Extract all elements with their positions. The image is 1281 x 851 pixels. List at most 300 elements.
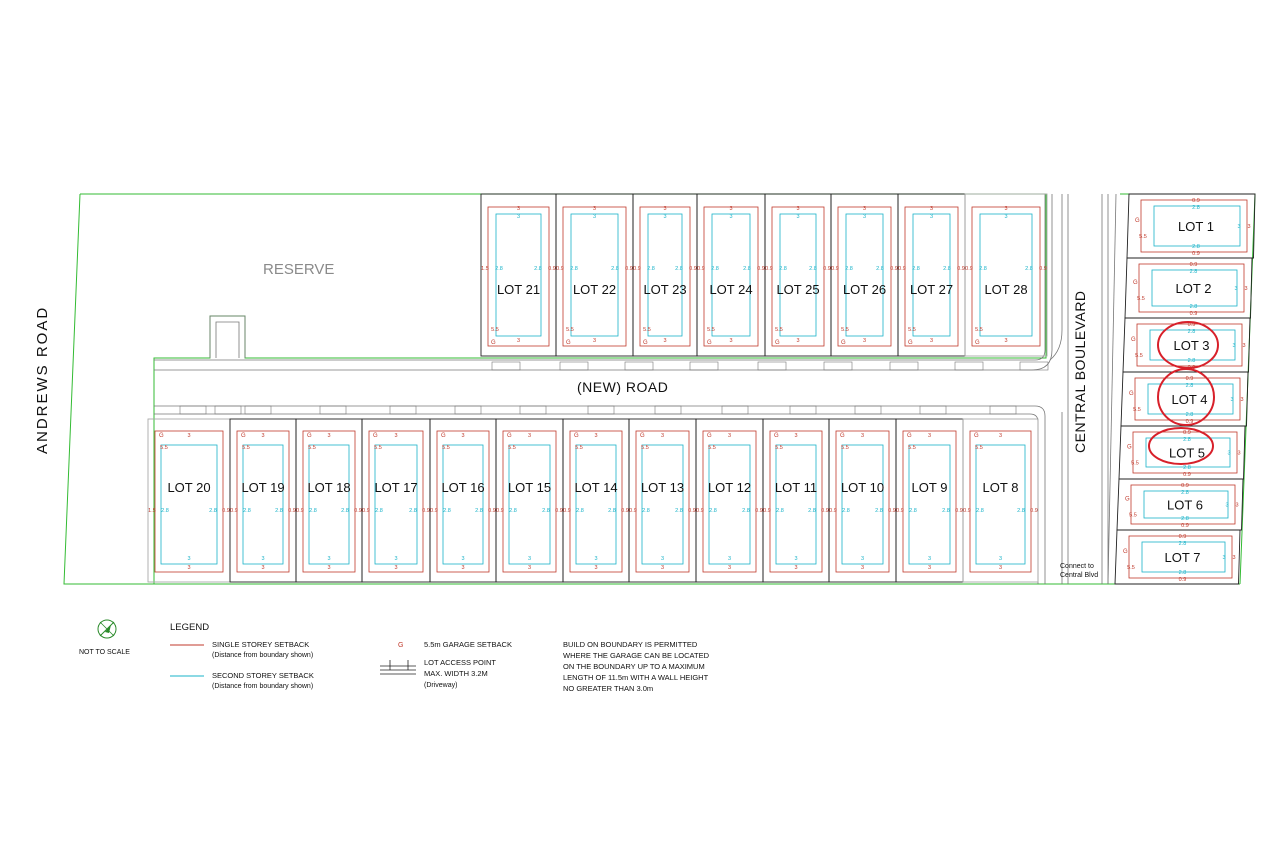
lot-label: LOT 18 xyxy=(307,480,351,495)
garage-setback: 5.5 xyxy=(442,445,450,451)
second-storey-envelope xyxy=(161,445,217,564)
front-setback: 3 xyxy=(660,433,665,439)
lot-5[interactable] xyxy=(1119,426,1245,479)
side-setback-right: 0.9 xyxy=(757,266,765,272)
side-setback-top: 0.9 xyxy=(1183,430,1191,436)
rear-setback: 3 xyxy=(927,565,932,571)
legend-access-line3: (Driveway) xyxy=(424,682,458,689)
upper-rear-setback: 3 xyxy=(727,556,732,562)
upper-side-setback-right: 2.8 xyxy=(809,266,817,272)
garage-setback-marker: G xyxy=(974,433,979,439)
single-storey-envelope xyxy=(303,431,355,572)
legend-boundary-note-5: NO GREATER THAN 3.0m xyxy=(563,684,654,693)
upper-rear-setback: 3 xyxy=(187,556,191,562)
legend-boundary-note-2: WHERE THE GARAGE CAN BE LOCATED xyxy=(563,651,709,660)
upper-side-setback-left: 2.8 xyxy=(711,266,719,272)
upper-side-setback-right: 2.8 xyxy=(742,508,750,514)
front-setback: 3 xyxy=(727,433,732,439)
single-storey-envelope xyxy=(155,431,223,572)
upper-side-setback-bottom: 2.8 xyxy=(1185,412,1194,418)
upper-side-setback-left: 2.8 xyxy=(909,508,917,514)
site-boundary xyxy=(64,194,1046,584)
lot-label: LOT 4 xyxy=(1171,392,1208,407)
second-storey-envelope xyxy=(509,445,550,564)
lot-2[interactable] xyxy=(1125,258,1252,318)
side-setback-left: 0.9 xyxy=(831,266,839,272)
garage-setback-marker: G xyxy=(1125,496,1130,503)
garage-setback-marker: G xyxy=(373,433,378,439)
front-setback: 3 xyxy=(516,206,521,212)
legend-access-point-icon xyxy=(380,660,416,674)
side-setback-right: 0.9 xyxy=(688,508,696,514)
connect-note-line2: Central Blvd xyxy=(1060,572,1099,579)
side-setback-left: 0.9 xyxy=(829,508,837,514)
lots-south-row xyxy=(148,419,1038,582)
garage-setback-marker: G xyxy=(1133,280,1138,286)
side-setback-bottom: 0.9 xyxy=(1192,251,1200,257)
side-setback-bottom: 0.9 xyxy=(1189,311,1198,317)
front-setback: 3 xyxy=(461,433,465,439)
lot-label: LOT 11 xyxy=(774,480,818,495)
upper-front-setback: 3 xyxy=(729,214,733,220)
side-setback-right: 0.9 xyxy=(488,508,496,514)
lot-label: LOT 2 xyxy=(1175,281,1212,296)
lot-16[interactable] xyxy=(430,419,496,582)
garage-setback: 5.5 xyxy=(1129,512,1137,519)
front-setback: 3 xyxy=(998,433,1003,439)
single-storey-envelope xyxy=(903,431,956,572)
upper-side-setback-right: 2.8 xyxy=(542,508,550,514)
single-storey-envelope xyxy=(640,207,690,346)
lot-1[interactable] xyxy=(1127,194,1255,258)
upper-side-setback-left: 2.8 xyxy=(375,508,383,514)
side-setback-right: 0.9 xyxy=(755,508,763,514)
second-storey-envelope xyxy=(443,445,483,564)
lot-label: LOT 14 xyxy=(574,480,618,495)
lot-label: LOT 3 xyxy=(1173,338,1210,353)
upper-side-setback-top: 2.8 xyxy=(1183,437,1191,443)
side-setback-top: 0.9 xyxy=(1185,376,1194,382)
lots-east-column xyxy=(1115,194,1255,584)
garage-setback: 5.5 xyxy=(641,445,649,451)
lot-7[interactable] xyxy=(1115,530,1240,584)
rear-setback: 5.5 xyxy=(707,327,715,333)
side-setback-right: 0.9 xyxy=(689,266,697,272)
single-storey-envelope xyxy=(563,207,626,346)
upper-front-setback: 3 xyxy=(796,214,800,220)
garage-setback: 5.5 xyxy=(975,445,983,451)
second-storey-envelope xyxy=(709,445,750,564)
side-setback-top: 0.9 xyxy=(1187,322,1196,328)
rear-front-setback: 3 xyxy=(729,338,733,344)
upper-front-setback: 3 xyxy=(862,214,867,220)
side-setback-right: 0.9 xyxy=(957,266,965,272)
garage-setback-marker: G xyxy=(1131,337,1136,343)
side-setback-right: 0.9 xyxy=(288,508,296,514)
garage-setback: 5.5 xyxy=(708,445,716,451)
rear-setback: 3 xyxy=(1232,555,1236,561)
upper-side-setback-left: 2.8 xyxy=(647,266,655,272)
lot-26[interactable] xyxy=(831,194,898,356)
single-storey-envelope xyxy=(836,431,889,572)
side-setback-top: 0.9 xyxy=(1189,262,1198,268)
front-setback: 3 xyxy=(527,433,532,439)
single-storey-envelope xyxy=(770,431,822,572)
rear-setback: 3 xyxy=(187,565,191,571)
garage-setback-marker: G xyxy=(775,340,780,346)
single-storey-envelope xyxy=(488,207,549,346)
upper-side-setback-right: 2.8 xyxy=(275,508,283,514)
rear-setback: 3 xyxy=(794,565,798,571)
rear-front-setback: 3 xyxy=(796,338,800,344)
side-setback-left: 1.5 xyxy=(481,266,489,272)
upper-side-setback-left: 2.8 xyxy=(443,508,451,514)
front-setback: 3 xyxy=(796,206,800,212)
single-storey-envelope xyxy=(237,431,289,572)
garage-setback-marker: G xyxy=(1127,444,1132,451)
upper-side-setback-top: 2.8 xyxy=(1185,383,1194,389)
garage-setback: 5.5 xyxy=(1135,353,1143,359)
legend-garage: 5.5m GARAGE SETBACK xyxy=(424,640,512,649)
garage-setback-marker: G xyxy=(643,340,648,346)
upper-side-setback-bottom: 2.8 xyxy=(1192,244,1200,250)
second-storey-envelope xyxy=(576,445,616,564)
side-setback-left: 0.9 xyxy=(633,266,641,272)
upper-rear-setback: 3 xyxy=(1234,286,1238,292)
upper-side-setback-right: 2.8 xyxy=(1017,508,1025,514)
single-storey-envelope xyxy=(437,431,489,572)
upper-rear-setback: 3 xyxy=(1225,502,1229,509)
side-setback-top: 0.9 xyxy=(1192,198,1200,204)
rear-setback: 3 xyxy=(394,565,398,571)
single-storey-envelope xyxy=(636,431,689,572)
legend-garage-symbol: G xyxy=(398,642,404,649)
side-setback-right: 0.9 xyxy=(222,508,230,514)
upper-rear-setback: 3 xyxy=(1222,555,1226,561)
side-setback-right: 0.9 xyxy=(1030,508,1038,514)
upper-rear-setback: 3 xyxy=(1232,343,1236,349)
garage-setback: 5.5 xyxy=(160,445,168,451)
second-storey-envelope xyxy=(309,445,349,564)
upper-side-setback-right: 2.8 xyxy=(808,508,816,514)
second-storey-envelope xyxy=(776,445,816,564)
garage-setback-marker: G xyxy=(841,340,846,346)
side-setback-left: 0.9 xyxy=(963,508,971,514)
andrews-road-label: ANDREWS ROAD xyxy=(34,305,51,454)
rear-setback: 5.5 xyxy=(841,327,849,333)
rear-setback: 3 xyxy=(527,565,532,571)
front-setback: 3 xyxy=(927,433,932,439)
upper-rear-setback: 3 xyxy=(660,556,665,562)
upper-side-setback-right: 2.8 xyxy=(743,266,751,272)
lot-23[interactable] xyxy=(633,194,697,356)
second-storey-envelope xyxy=(648,214,682,336)
connect-note-line1: Connect to xyxy=(1060,563,1094,570)
second-storey-envelope xyxy=(846,214,883,336)
garage-setback: 5.5 xyxy=(1137,296,1145,302)
upper-side-setback-left: 2.8 xyxy=(779,266,787,272)
lot-access-east xyxy=(1108,194,1116,584)
front-setback: 3 xyxy=(663,206,667,212)
second-storey-envelope xyxy=(375,445,417,564)
lot-14[interactable] xyxy=(563,419,629,582)
upper-side-setback-left: 2.8 xyxy=(912,266,920,272)
lot-label: LOT 19 xyxy=(241,480,285,495)
lot-10[interactable] xyxy=(829,419,896,582)
rear-setback: 5.5 xyxy=(775,327,783,333)
lot-9[interactable] xyxy=(896,419,963,582)
lot-4[interactable] xyxy=(1121,372,1248,426)
lot-label: LOT 5 xyxy=(1169,445,1205,461)
side-setback-left: 0.9 xyxy=(629,508,637,514)
second-storey-envelope xyxy=(243,445,283,564)
side-setback-left: 0.9 xyxy=(696,508,704,514)
garage-setback: 5.5 xyxy=(1133,407,1141,413)
new-road-label: (NEW) ROAD xyxy=(577,379,669,395)
lot-15[interactable] xyxy=(496,419,563,582)
rear-setback: 3 xyxy=(261,565,265,571)
lot-label: LOT 23 xyxy=(643,282,687,297)
side-setback-left: 0.9 xyxy=(896,508,904,514)
reserve-label: RESERVE xyxy=(263,261,335,278)
rear-front-setback: 3 xyxy=(516,338,521,344)
lot-11[interactable] xyxy=(763,419,829,582)
lot-22[interactable] xyxy=(556,194,633,356)
legend-second-storey: SECOND STOREY SETBACK xyxy=(212,671,314,680)
upper-side-setback-left: 2.8 xyxy=(776,508,784,514)
legend-access-line1: LOT ACCESS POINT xyxy=(424,658,496,667)
side-setback-left: 0.9 xyxy=(965,266,973,272)
upper-side-setback-left: 2.8 xyxy=(845,266,853,272)
upper-side-setback-right: 2.8 xyxy=(675,508,683,514)
upper-rear-setback: 3 xyxy=(261,556,265,562)
legend-boundary-note-4: LENGTH OF 11.5m WITH A WALL HEIGHT xyxy=(563,673,709,682)
upper-side-setback-right: 2.8 xyxy=(341,508,349,514)
upper-front-setback: 3 xyxy=(1004,214,1008,220)
lot-label: LOT 9 xyxy=(911,480,948,495)
upper-side-setback-left: 2.8 xyxy=(642,508,650,514)
upper-front-setback: 3 xyxy=(929,214,934,220)
lot-label: LOT 6 xyxy=(1167,497,1203,513)
upper-side-setback-left: 2.8 xyxy=(979,266,987,272)
upper-rear-setback: 3 xyxy=(527,556,532,562)
garage-setback: 5.5 xyxy=(775,445,783,451)
side-setback-bottom: 0.9 xyxy=(1185,419,1194,425)
upper-side-setback-left: 2.8 xyxy=(243,508,251,514)
side-setback-bottom: 0.9 xyxy=(1181,523,1189,529)
garage-setback-marker: G xyxy=(441,433,446,439)
upper-side-setback-right: 2.8 xyxy=(534,266,542,272)
side-setback-right: 0.9 xyxy=(823,266,831,272)
rear-setback: 3 xyxy=(998,565,1003,571)
legend-access-line2: MAX. WIDTH 3.2M xyxy=(424,669,488,678)
front-setback: 3 xyxy=(794,433,798,439)
rear-front-setback: 3 xyxy=(592,338,597,344)
second-storey-envelope xyxy=(712,214,750,336)
lot-label: LOT 25 xyxy=(776,282,820,297)
upper-side-setback-right: 2.8 xyxy=(611,266,619,272)
upper-side-setback-right: 2.8 xyxy=(942,508,950,514)
second-storey-envelope xyxy=(642,445,683,564)
lot-27[interactable] xyxy=(898,194,965,356)
side-setback-top: 0.9 xyxy=(1178,534,1187,540)
upper-side-setback-left: 2.8 xyxy=(570,266,578,272)
rear-front-setback: 3 xyxy=(929,338,934,344)
upper-side-setback-top: 2.8 xyxy=(1189,269,1198,275)
rear-setback: 3 xyxy=(1235,502,1239,509)
lot-label: LOT 21 xyxy=(496,282,541,297)
lot-24[interactable] xyxy=(697,194,765,356)
upper-rear-setback: 3 xyxy=(327,556,331,562)
lot-28[interactable] xyxy=(965,194,1047,356)
legend xyxy=(170,622,710,693)
garage-setback-marker: G xyxy=(1123,549,1128,555)
upper-side-setback-left: 2.8 xyxy=(161,508,169,514)
rear-setback: 5.5 xyxy=(975,327,983,333)
upper-side-setback-bottom: 2.8 xyxy=(1187,358,1196,364)
rear-setback: 3 xyxy=(1237,450,1241,457)
second-storey-envelope xyxy=(909,445,950,564)
garage-setback: 5.5 xyxy=(1139,234,1147,240)
upper-rear-setback: 3 xyxy=(394,556,398,562)
upper-rear-setback: 3 xyxy=(1237,224,1241,230)
side-setback-bottom: 0.9 xyxy=(1178,577,1187,583)
legend-boundary-note-3: ON THE BOUNDARY UP TO A MAXIMUM xyxy=(563,662,705,671)
side-setback-bottom: 0.9 xyxy=(1187,365,1196,371)
upper-side-setback-bottom: 2.8 xyxy=(1189,304,1198,310)
rear-front-setback: 3 xyxy=(1004,338,1008,344)
side-setback-left: 0.9 xyxy=(765,266,773,272)
lot-label: LOT 22 xyxy=(572,282,617,297)
front-setback: 3 xyxy=(394,433,398,439)
upper-side-setback-top: 2.8 xyxy=(1181,490,1189,496)
lot-21[interactable] xyxy=(481,194,556,356)
front-setback: 3 xyxy=(261,433,265,439)
garage-setback-marker: G xyxy=(640,433,645,439)
garage-setback-marker: G xyxy=(707,433,712,439)
garage-setback-marker: G xyxy=(1135,218,1140,224)
single-storey-envelope xyxy=(972,207,1040,346)
upper-rear-setback: 3 xyxy=(1230,397,1234,403)
second-storey-envelope xyxy=(842,445,883,564)
rear-setback: 3 xyxy=(594,565,598,571)
lot-label: LOT 24 xyxy=(709,282,753,297)
lot-label: LOT 26 xyxy=(842,282,887,297)
front-setback: 3 xyxy=(862,206,867,212)
second-storey-envelope xyxy=(913,214,950,336)
upper-side-setback-left: 2.8 xyxy=(509,508,517,514)
rear-front-setback: 3 xyxy=(862,338,867,344)
side-setback-top: 0.9 xyxy=(1181,483,1189,489)
garage-setback-marker: G xyxy=(241,433,246,439)
upper-side-setback-top: 2.8 xyxy=(1178,541,1187,547)
side-setback-left: 0.9 xyxy=(556,266,564,272)
lot-label: LOT 27 xyxy=(909,282,954,297)
garage-setback: 5.5 xyxy=(242,445,250,451)
front-setback: 3 xyxy=(594,433,598,439)
front-setback: 3 xyxy=(1004,206,1008,212)
rear-setback: 5.5 xyxy=(566,327,574,333)
garage-setback-marker: G xyxy=(840,433,845,439)
upper-rear-setback: 3 xyxy=(860,556,865,562)
upper-side-setback-right: 2.8 xyxy=(409,508,417,514)
upper-front-setback: 3 xyxy=(663,214,667,220)
side-setback-left: 0.9 xyxy=(496,508,504,514)
upper-rear-setback: 3 xyxy=(594,556,598,562)
single-storey-envelope xyxy=(570,431,622,572)
lot-label: LOT 28 xyxy=(984,282,1028,297)
side-setback-left: 0.9 xyxy=(362,508,370,514)
lot-12[interactable] xyxy=(696,419,763,582)
upper-side-setback-left: 2.8 xyxy=(709,508,717,514)
lot-25[interactable] xyxy=(765,194,831,356)
rear-setback: 3 xyxy=(1244,286,1248,292)
side-setback-left: 0.9 xyxy=(898,266,906,272)
garage-setback-marker: G xyxy=(907,433,912,439)
side-setback-right: 0.9 xyxy=(555,508,563,514)
rear-setback: 5.5 xyxy=(491,327,499,333)
not-to-scale-label: NOT TO SCALE xyxy=(79,649,130,656)
lot-3[interactable] xyxy=(1123,318,1250,372)
legend-single-storey: SINGLE STOREY SETBACK xyxy=(212,640,310,649)
side-setback-right: 0.9 xyxy=(548,266,556,272)
upper-side-setback-right: 2.8 xyxy=(475,508,483,514)
upper-front-setback: 3 xyxy=(592,214,597,220)
garage-setback: 5.5 xyxy=(841,445,849,451)
garage-setback-marker: G xyxy=(908,340,913,346)
front-setback: 3 xyxy=(729,206,733,212)
rear-setback: 3 xyxy=(1242,343,1246,349)
garage-setback: 5.5 xyxy=(1127,565,1135,571)
garage-setback-marker: G xyxy=(707,340,712,346)
upper-rear-setback: 3 xyxy=(927,556,932,562)
garage-setback-marker: G xyxy=(507,433,512,439)
upper-side-setback-left: 2.8 xyxy=(976,508,984,514)
garage-setback-marker: G xyxy=(491,340,496,346)
upper-side-setback-right: 2.8 xyxy=(1025,266,1033,272)
single-storey-envelope xyxy=(703,431,756,572)
lot-8[interactable] xyxy=(963,419,1038,582)
single-storey-envelope xyxy=(503,431,556,572)
lot-13[interactable] xyxy=(629,419,696,582)
lot-19[interactable] xyxy=(230,419,296,582)
rear-setback: 5.5 xyxy=(908,327,916,333)
second-storey-envelope xyxy=(780,214,816,336)
lot-6[interactable] xyxy=(1117,479,1243,530)
lot-18[interactable] xyxy=(296,419,362,582)
lot-17[interactable] xyxy=(362,419,430,582)
upper-side-setback-right: 2.8 xyxy=(876,266,884,272)
upper-side-setback-right: 2.8 xyxy=(675,266,683,272)
garage-setback-marker: G xyxy=(975,340,980,346)
rear-setback: 3 xyxy=(461,565,465,571)
single-storey-envelope xyxy=(369,431,423,572)
garage-setback: 5.5 xyxy=(575,445,583,451)
upper-side-setback-top: 2.8 xyxy=(1192,205,1200,211)
lots-north-row xyxy=(481,194,1047,356)
garage-setback-marker: G xyxy=(1129,391,1134,397)
lot-20[interactable] xyxy=(148,419,230,582)
front-setback: 3 xyxy=(592,206,597,212)
garage-setback: 5.5 xyxy=(508,445,516,451)
upper-side-setback-left: 2.8 xyxy=(495,266,503,272)
lot-label: LOT 1 xyxy=(1178,219,1214,234)
side-setback-right: 0.9 xyxy=(621,508,629,514)
rear-setback: 3 xyxy=(860,565,865,571)
front-setback: 3 xyxy=(187,433,191,439)
single-storey-envelope xyxy=(970,431,1031,572)
upper-side-setback-right: 2.8 xyxy=(875,508,883,514)
